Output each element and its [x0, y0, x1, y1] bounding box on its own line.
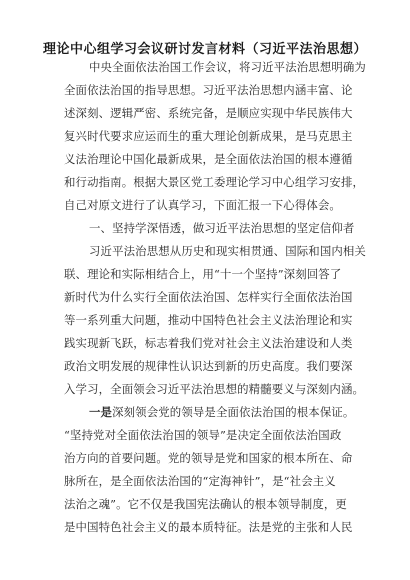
paragraph-line: 习近平法治思想从历史和现实相贯通、国际和国内相关 [89, 244, 366, 258]
document-title: 理论中心组学习会议研讨发言材料（习近平法治思想） [42, 42, 367, 57]
point-line [89, 405, 354, 419]
paragraph-line: 新时代为什么实行全面依法治国、怎样实行全面依法治国 [64, 290, 353, 304]
paragraph-line: 等一系列重大问题，推动中国特色社会主义法治理论和实 [64, 313, 353, 327]
paragraph-line: 和行动指南。根据大景区党工委理论学习中心组学习安排， [64, 175, 365, 189]
paragraph-line: 治方向的首要问题。党的领导是党和国家的根本所在、命 [64, 451, 353, 465]
paragraph-line: 法治之魂”。它不仅是我国宪法确认的根本领导制度，更 [64, 497, 347, 511]
paragraph-line: 中央全面依法治国工作会议，将习近平法治思想明确为 [89, 60, 366, 74]
paragraph-line: 全面依法治国的指导思想。习近平法治思想内涵丰富、论 [64, 83, 353, 97]
paragraph-line: 义法治理论中国化最新成果，是全面依法治国的根本遵循 [64, 152, 353, 166]
paragraph-line: 自己对原文进行了认真学习，下面汇报一下心得体会。 [64, 198, 341, 212]
paragraph-line: “坚持党对全面依法治国的领导”是决定全面依法治国政 [64, 428, 342, 442]
paragraph-line: 复兴时代要求应运而生的重大理论创新成果，是马克思主 [64, 129, 353, 143]
point-text: 深刻领会党的领导是全面依法治国的根本保证。 [112, 405, 355, 419]
point-label: 一是 [89, 405, 113, 419]
paragraph-line: 入学习，全面领会习近平法治思想的精髓要义与深刻内涵。 [64, 382, 365, 396]
paragraph-line: 脉所在，是全面依法治国的“定海神针”，是“社会主义 [64, 474, 336, 488]
paragraph-line: 述深刻、逻辑严密、系统完备，是顺应实现中华民族伟大 [64, 106, 353, 120]
paragraph-line: 践实现新飞跃，标志着我们党对社会主义法治建设和人类 [64, 336, 353, 350]
section-heading: 一、坚持学深悟透，做习近平法治思想的坚定信仰者 [89, 221, 355, 235]
paragraph-line: 联、理论和实际相结合上，用“十一个坚持”深刻回答了 [64, 267, 342, 281]
paragraph-line: 政治文明发展的规律性认识达到新的历史高度。我们要深 [64, 359, 353, 373]
paragraph-line: 是中国特色社会主义的最本质特征。法是党的主张和人民 [64, 520, 353, 534]
